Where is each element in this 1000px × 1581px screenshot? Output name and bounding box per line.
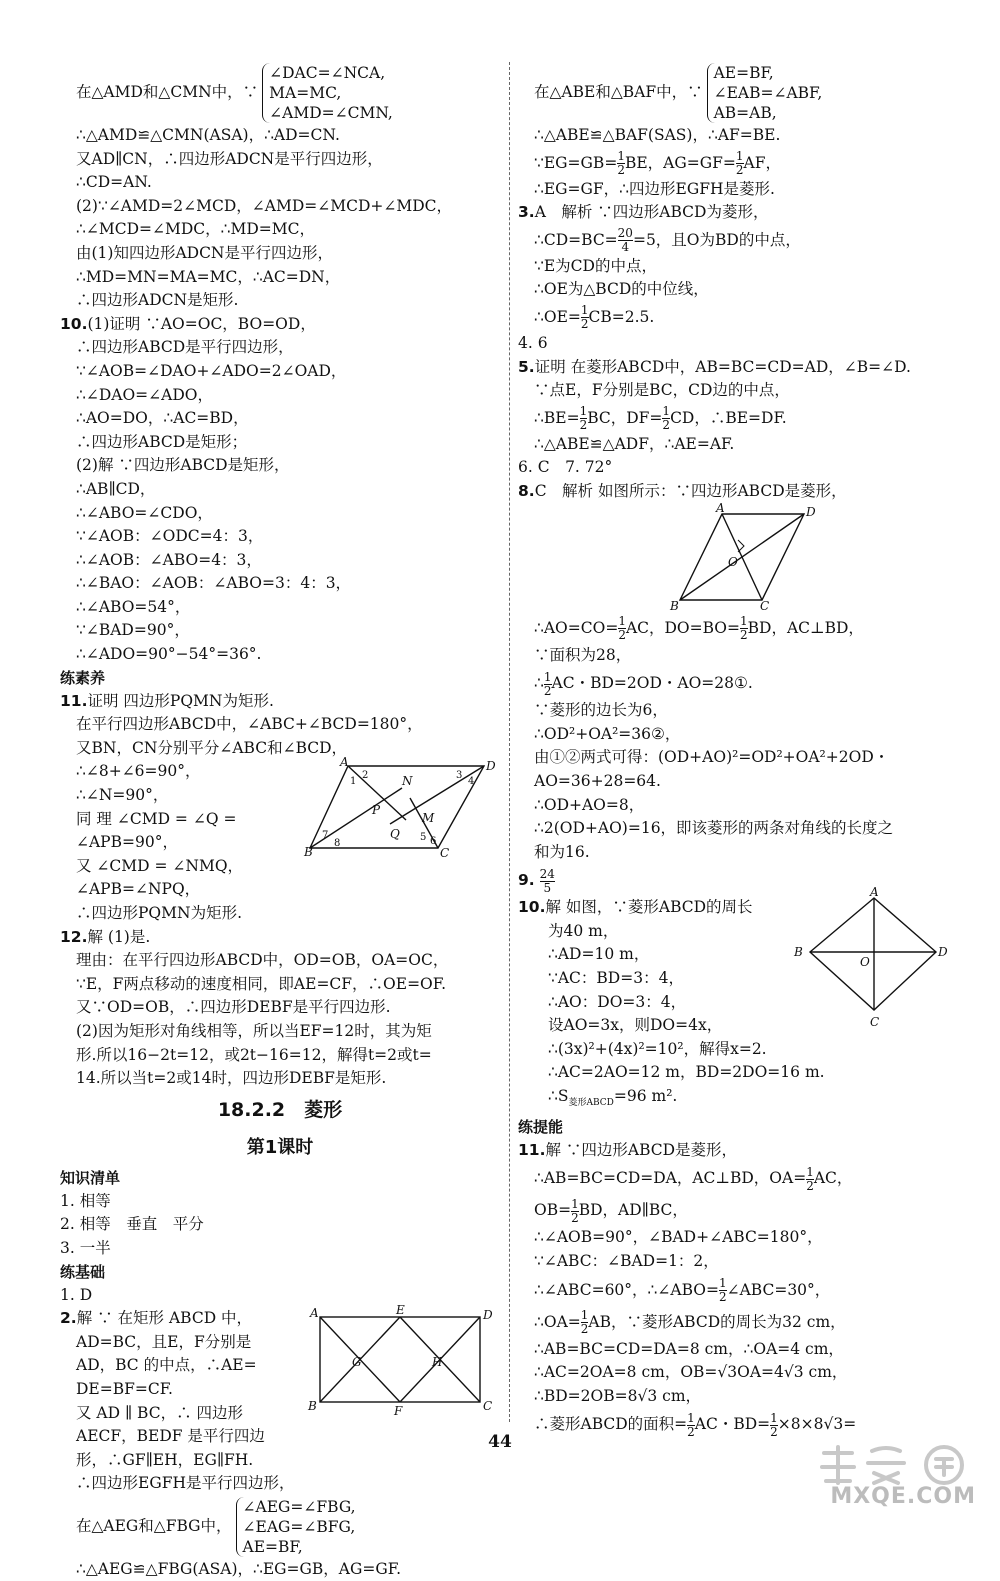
brace-item: AB=AB, xyxy=(713,104,777,122)
brace-item: AE=BF, xyxy=(713,64,774,82)
fraction: $\frac{1}{2}$ xyxy=(735,149,744,178)
left-column: 在△AMD和△CMN中，∵ ∠DAC=∠NCA, MA=MC, ∠AMD=∠CMN, ∴△AMD≌△CMN(ASA)，∴AD=CN. 又AD∥CN，∴四边形ADCN是平行四边形， ∴CD=AN. (2)∵∠AMD=2∠MCD，∠AMD=∠MCD+∠MDC， ∴∠MCD=∠MDC，∴MD=MC， 由(1)知四边形ADCN是平行四边形， ∴MD=MN=MA=MC，∴AC=DN， ∴四边形ADCN是矩形. 10.(1)证明 ∵AO=OC，BO=OD， ∴四边形ABCD是平行四边形， ∵∠AOB=∠DAO+∠ADO=2∠OAD， ∴∠DAO=∠ADO， ∴AO=DO，∴AC=BD， ∴四边形ABCD是矩形； (2)解 ∵四边形ABCD是矩形， ∴AB∥CD， ∴∠ABO=∠CDO， ∵∠AOB：∠ODC=4：3， ∴∠AOB：∠ABO=4：3， ∴∠BAO：∠AOB：∠ABO=3：4：3， ∴∠ABO=54°， ∵∠BAD=90°， ∴∠ADO=90°−54°=36°. 练素养 11.证明 四边形PQMN为矩形. 在平行四边形ABCD中，∠ABC+∠BCD=180°， 又BN，CN分别平分∠ABC和∠BCD， ∴∠8+∠6=90°， ∴∠N=90°， 同 理 ∠CMD = ∠Q = ∠APB=90°， 又 ∠CMD = ∠NMQ， ∠APB=∠NPQ， A D B C N P Q M 1 2 3 4 5 6 7 8 ∴四边形PQMN为矩形. 12.解 (1)是. 理由：在平行四边形ABCD中，OD=OB，OA=OC， ∵E，F两点移动的速度相同，即AE=CF，∴OE=OF. 又∵OD=OB，∴四边形DEBF是平行四边形. (2)因为矩形对角线相等，所以当EF=12时，其为矩 形.所以16−2t=12，或2t−16=12，解得t=2或t= 14.所以当t=2或14时，四边形DEBF是矩形. 18.2.2 菱形 第1课时 知识清单 1. 相等 2. 相等 垂直 平分 3. 一半 练基础 1. D 2.解 ∵ 在矩形 ABCD 中， AD=BC，且E，F分别是 AD，BC 的中点，∴AE= DE=BF=CF. 又 AD ∥ BC，∴ 四边形 AECF，BEDF 是平行四边 形，∴GF∥EH，EG∥FH. A D B C E F G H ∴四边形EGFH是平行四边形， 在△AEG和△FBG中， ∠AEG=∠FBG, ∠EAG=∠BFG, AE=BF, ∴△AEG≌△FBG(ASA)，∴EG=GB，AG=GF. xyxy=(60,62,500,1581)
svg-text:B: B xyxy=(304,845,313,860)
svg-text:O: O xyxy=(728,554,738,569)
svg-text:O: O xyxy=(860,955,870,970)
brace-item: ∠EAB=∠ABF, xyxy=(713,84,823,102)
svg-text:E: E xyxy=(396,1303,405,1318)
question-11: 11.证明 四边形PQMN为矩形. xyxy=(60,691,274,710)
svg-text:D: D xyxy=(806,504,816,519)
brace-item: ∠AMD=∠CMN, xyxy=(269,104,393,122)
fraction: $\frac{1}{2}$ xyxy=(770,1410,778,1439)
svg-text:C: C xyxy=(440,846,450,861)
svg-text:C: C xyxy=(870,1015,880,1030)
lesson-title: 第1课时 xyxy=(246,1136,314,1158)
svg-text:6: 6 xyxy=(430,836,437,848)
fraction: $\frac{1}{2}$ xyxy=(662,404,671,433)
brace-item: ∠AEG=∠FBG, xyxy=(242,1497,356,1516)
question-5: 5.证明 在菱形ABCD中，AB=BC=CD=AD，∠B=∠D. xyxy=(518,357,911,376)
fraction: $\frac{24}{5}$ xyxy=(539,866,555,895)
svg-text:B: B xyxy=(670,598,679,613)
svg-text:H: H xyxy=(432,1355,443,1370)
fraction: $\frac{1}{2}$ xyxy=(579,404,588,433)
text-line: ∴△AMD≌△CMN(ASA)，∴AD=CN. xyxy=(76,126,340,144)
rhombus-figure-q8 xyxy=(518,500,958,613)
question-9: 9. $\frac{24}{5}$ xyxy=(518,866,555,895)
svg-text:C: C xyxy=(483,1399,493,1414)
svg-text:B: B xyxy=(308,1399,317,1414)
rectangle-egfh-figure xyxy=(308,1303,494,1419)
text-line: ∴四边形ADCN是矩形. xyxy=(76,291,239,310)
svg-text:2: 2 xyxy=(362,770,369,782)
watermark-logo-icon xyxy=(810,1441,980,1489)
watermark xyxy=(810,1441,980,1511)
section-heading-lian-ji-chu: 练基础 xyxy=(60,1262,106,1281)
text-line: 由(1)知四边形ADCN是平行四边形， xyxy=(76,243,333,262)
svg-text:4: 4 xyxy=(468,776,475,788)
q2-figure-block: 2.解 ∵ 在矩形 ABCD 中， AD=BC，且E，F分别是 AD，BC 的中点，∴AE= DE=BF=CF. 又 AD ∥ BC，∴ 四边形 AECF，BEDF 是平行四边 形，∴GF∥EH，EG∥FH. A D B C E F G H xyxy=(60,1303,493,1469)
text-line: ∴CD=AN. xyxy=(76,173,152,192)
fraction: $\frac{1}{2}$ xyxy=(543,669,552,698)
right-column: 在△ABE和△BAF中，∵ AE=BF, ∠EAB=∠ABF, AB=AB, ∴△ABE≌△BAF(SAS)，∴AF=BE. ∵EG=GB= $\frac{1}{2}$ BE，AG=GF= $\frac{1}{2}$ AF， ∴EG=GF，∴四边形EGFH是菱形. 3.A 解析 ∵四边形ABCD为菱形， ∴CD=BC= $\frac{20}{4}$ =5，且O为BD的中点， ∵E为CD的中点， ∴OE为△BCD的中位线， ∴OE= $\frac{1}{2}$ CB=2.5. 4. 6 5.证明 在菱形ABCD中，AB=BC=CD=AD，∠B=∠D. ∵点E，F分别是BC，CD边的中点， ∴BE= $\frac{1}{2}$ BC，DF= $\frac{1}{2}$ CD，∴BE=DF. ∴△ABE≌△ADF，∴AE=AF. 6. C 7. 72° 8.C 解析 如图所示：∵四边形ABCD是菱形， A D B C O ∴AO=CO= $\frac{1}{2}$ AC，DO=BO= $\frac{1}{2}$ BD，AC⊥BD， ∵面积为28， ∴ $\frac{1}{2}$ AC・BD=2OD・AO=28①. ∵菱形的边长为6， ∴OD²+OA²=36②， 由①②两式可得：(OD+AO)²=OD²+OA²+2OD・ AO=36+28=64. ∴OD+AO=8， ∴2(OD+AO)=16，即该菱形的两条对角线的长度之 和为16. 9. $\frac{24}{5}$ 10.解 如图，∵菱形ABCD的周长 为40 m， ∴AD=10 m， ∵AC：BD=3：4， ∴AO：DO=3：4， 设AO=3x，则DO=4x， ∴(3x)²+(4x)²=10²，解得x=2. ∴AC=2AO=12 m，BD=2DO=16 m. $\therefore S_{菱形ABCD}=96$ m². A B D C O 练提能 11.解 ∵四边形ABCD是菱形， ∴AB=BC=CD=DA，AC⊥BD，OA= $\frac{1}{2}$ AC， OB= $\frac{1}{2}$ BD，AD∥BC， ∴∠AOB=90°，∠BAD+∠ABC=180°， ∵∠ABC：∠BAD=1：2， ∴∠ABC=60°，∴∠ABO= $\frac{1}{2}$ ∠ABC=30°， ∴OA= $\frac{1}{2}$ AB，∵菱形ABCD的周长为32 cm， ∴AB=BC=CD=DA=8 cm，∴OA=4 cm， ∴AC=2OA=8 cm，OB=√3OA=4√3 cm， ∴BD=2OB=8√3 cm， ∴菱形ABCD的面积= $\frac{1}{2}$ AC・BD= $\frac{1}{2}$ ×8×8√3= xyxy=(518,62,958,1440)
text-line-with-fractions: ∵EG=GB= $\frac{1}{2}$ BE，AG=GF= $\frac{1}{2}$ AF， xyxy=(534,149,781,178)
svg-text:F: F xyxy=(394,1404,403,1419)
svg-text:A: A xyxy=(310,1306,319,1321)
fraction: $\frac{20}{4}$ xyxy=(617,226,633,255)
fraction: $\frac{1}{2}$ xyxy=(806,1164,814,1193)
q10-figure-block: 10.解 如图，∵菱形ABCD的周长 为40 m， ∴AD=10 m， ∵AC：BD=3：4， ∴AO：DO=3：4， 设AO=3x，则DO=4x， ∴(3x)²+(4x)²=10²，解得x=2. ∴AC=2AO=12 m，BD=2DO=16 m. $\therefore S_{菱形ABCD}=96$ m². A B D C O xyxy=(518,896,958,1115)
congruence-brace-aeg-fbg: 在△AEG和△FBG中， ∠AEG=∠FBG, ∠EAG=∠BFG, AE=BF, xyxy=(76,1497,356,1556)
fraction: $\frac{1}{2}$ xyxy=(618,614,626,643)
brace-item: ∠DAC=∠NCA, xyxy=(269,64,386,82)
svg-text:C: C xyxy=(760,598,770,613)
watermark-text: MXQE.COM xyxy=(830,1484,976,1509)
text-line: ∴∠MCD=∠MDC，∴MD=MC， xyxy=(76,220,316,239)
svg-text:7: 7 xyxy=(322,830,329,842)
question-8: 8.C 解析 如图所示：∵四边形ABCD是菱形， xyxy=(518,481,847,500)
rhombus-figure-q10 xyxy=(788,886,958,1036)
svg-text:N: N xyxy=(402,774,413,789)
congruence-brace-amd-cmn: 在△AMD和△CMN中，∵ ∠DAC=∠NCA, MA=MC, ∠AMD=∠CMN, xyxy=(76,64,393,122)
column-divider xyxy=(509,62,510,1422)
svg-text:G: G xyxy=(352,1355,362,1370)
question-12: 12.解 (1)是. xyxy=(60,927,151,946)
text-line: 又AD∥CN，∴四边形ADCN是平行四边形， xyxy=(76,149,383,168)
section-heading-lian-su-yang: 练素养 xyxy=(60,668,106,687)
section-heading-lian-ti-neng: 练提能 xyxy=(518,1117,564,1136)
fraction: $\frac{1}{2}$ xyxy=(718,1276,727,1304)
parallelogram-pqmn-figure xyxy=(304,755,496,861)
svg-text:A: A xyxy=(716,500,725,515)
question-10: 10.(1)证明 ∵AO=OC，BO=OD， xyxy=(60,314,316,333)
q11-figure-block: ∴∠8+∠6=90°， ∴∠N=90°， 同 理 ∠CMD = ∠Q = ∠APB=90°， 又 ∠CMD = ∠NMQ， ∠APB=∠NPQ， A D B C N P Q M 1 2 3 4 5 6 7 8 xyxy=(76,755,496,899)
svg-text:Q: Q xyxy=(390,827,400,842)
fraction: $\frac{1}{2}$ xyxy=(571,1196,579,1225)
page-number: 44 xyxy=(488,1432,512,1452)
question-11-right: 11.解 ∵四边形ABCD是菱形， xyxy=(518,1140,738,1159)
svg-text:3: 3 xyxy=(456,770,463,782)
svg-text:A: A xyxy=(870,885,879,900)
text-line: ∴MD=MN=MA=MC，∴AC=DN， xyxy=(76,267,341,286)
fraction: $\frac{1}{2}$ xyxy=(687,1410,695,1439)
congruence-brace-abe-baf: 在△ABE和△BAF中，∵ AE=BF, ∠EAB=∠ABF, AB=AB, xyxy=(534,64,823,122)
svg-text:D: D xyxy=(486,759,496,774)
fraction: $\frac{1}{2}$ xyxy=(580,1308,589,1336)
svg-text:D: D xyxy=(483,1308,493,1323)
svg-text:B: B xyxy=(794,945,803,960)
svg-text:A: A xyxy=(340,755,349,770)
svg-text:1: 1 xyxy=(350,776,357,788)
text-line: (2)∵∠AMD=2∠MCD，∠AMD=∠MCD+∠MDC， xyxy=(76,196,453,215)
brace-item: ∠EAG=∠BFG, xyxy=(242,1517,356,1536)
fraction: $\frac{1}{2}$ xyxy=(740,614,748,643)
svg-text:5: 5 xyxy=(420,832,427,844)
section-title: 18.2.2 菱形 xyxy=(217,1098,343,1121)
question-3: 3.A 解析 ∵四边形ABCD为菱形， xyxy=(518,203,769,222)
svg-text:8: 8 xyxy=(334,838,341,850)
brace-item: MA=MC, xyxy=(269,84,342,102)
svg-text:D: D xyxy=(938,945,948,960)
svg-text:M: M xyxy=(422,811,435,826)
brace-item: AE=BF, xyxy=(242,1537,303,1556)
fraction: $\frac{1}{2}$ xyxy=(580,303,589,332)
section-heading-zhi-shi-qing-dan: 知识清单 xyxy=(60,1168,121,1187)
fraction: $\frac{1}{2}$ xyxy=(617,149,625,178)
svg-text:P: P xyxy=(372,803,381,818)
